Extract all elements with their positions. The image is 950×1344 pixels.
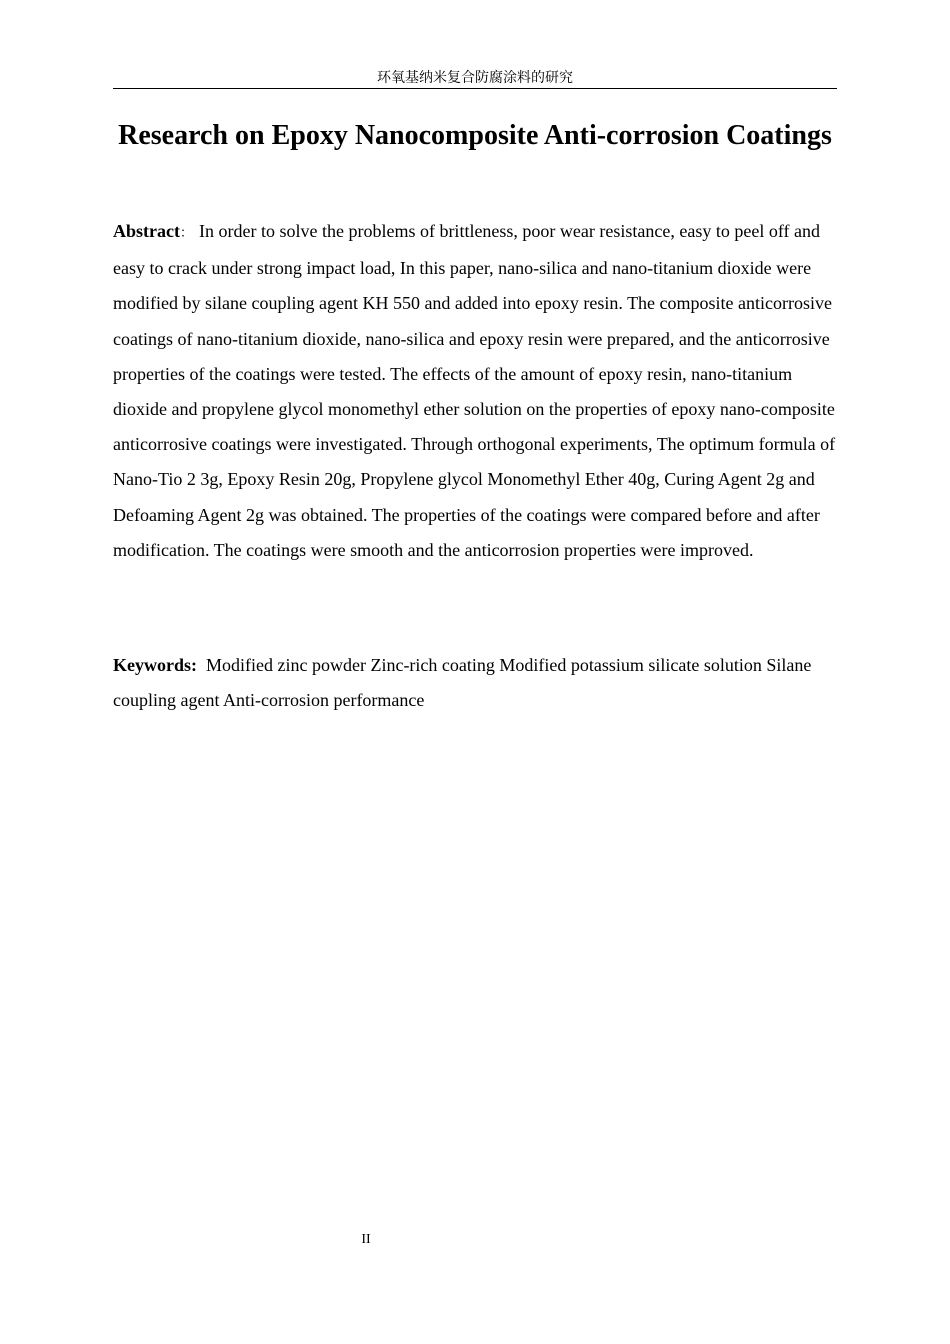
abstract-label: Abstract — [113, 221, 180, 241]
keywords-paragraph — [113, 648, 837, 718]
paper-title: Research on Epoxy Nanocomposite Anti-corrosion Coatings — [118, 120, 832, 151]
abstract-separator: ： — [179, 226, 193, 241]
running-header: 环氧基纳米复合防腐涂料的研究 — [377, 70, 573, 86]
keywords-label: Keywords: — [113, 655, 197, 675]
abstract-text: In order to solve the problems of brittleness, poor wear resistance, easy to peel off and easy to crack under strong impact load, In this paper, nano-silica and nano-titanium dioxide were modified by silane coupling agent KH 550 and added into epoxy resin. The composite anticorrosive coatings of nano-titanium dioxide, nano-silica and epoxy resin were prepared, and the anticorrosive properties of the coatings were tested. The effects of the amount of epoxy resin, nano-titanium dioxide and propylene glycol monomethyl ether solution on the properties of epoxy nano-composite anticorrosive coatings were investigated. Through orthogonal experiments, The optimum formula of Nano-Tio 2 3g, Epoxy Resin 20g, Propylene glycol Monomethyl Ether 40g, Curing Agent 2g and Defoaming Agent 2g was obtained. The properties of the coatings were compared before and after modification. The coatings were smooth and the anticorrosion properties were improved. — [113, 221, 836, 560]
abstract-paragraph — [113, 214, 837, 568]
header-rule — [113, 88, 837, 89]
page-number: II — [361, 1232, 371, 1247]
keywords-text: Modified zinc powder Zinc-rich coating Modified potassium silicate solution Silane coupling agent Anti-corrosion performance — [113, 655, 812, 710]
